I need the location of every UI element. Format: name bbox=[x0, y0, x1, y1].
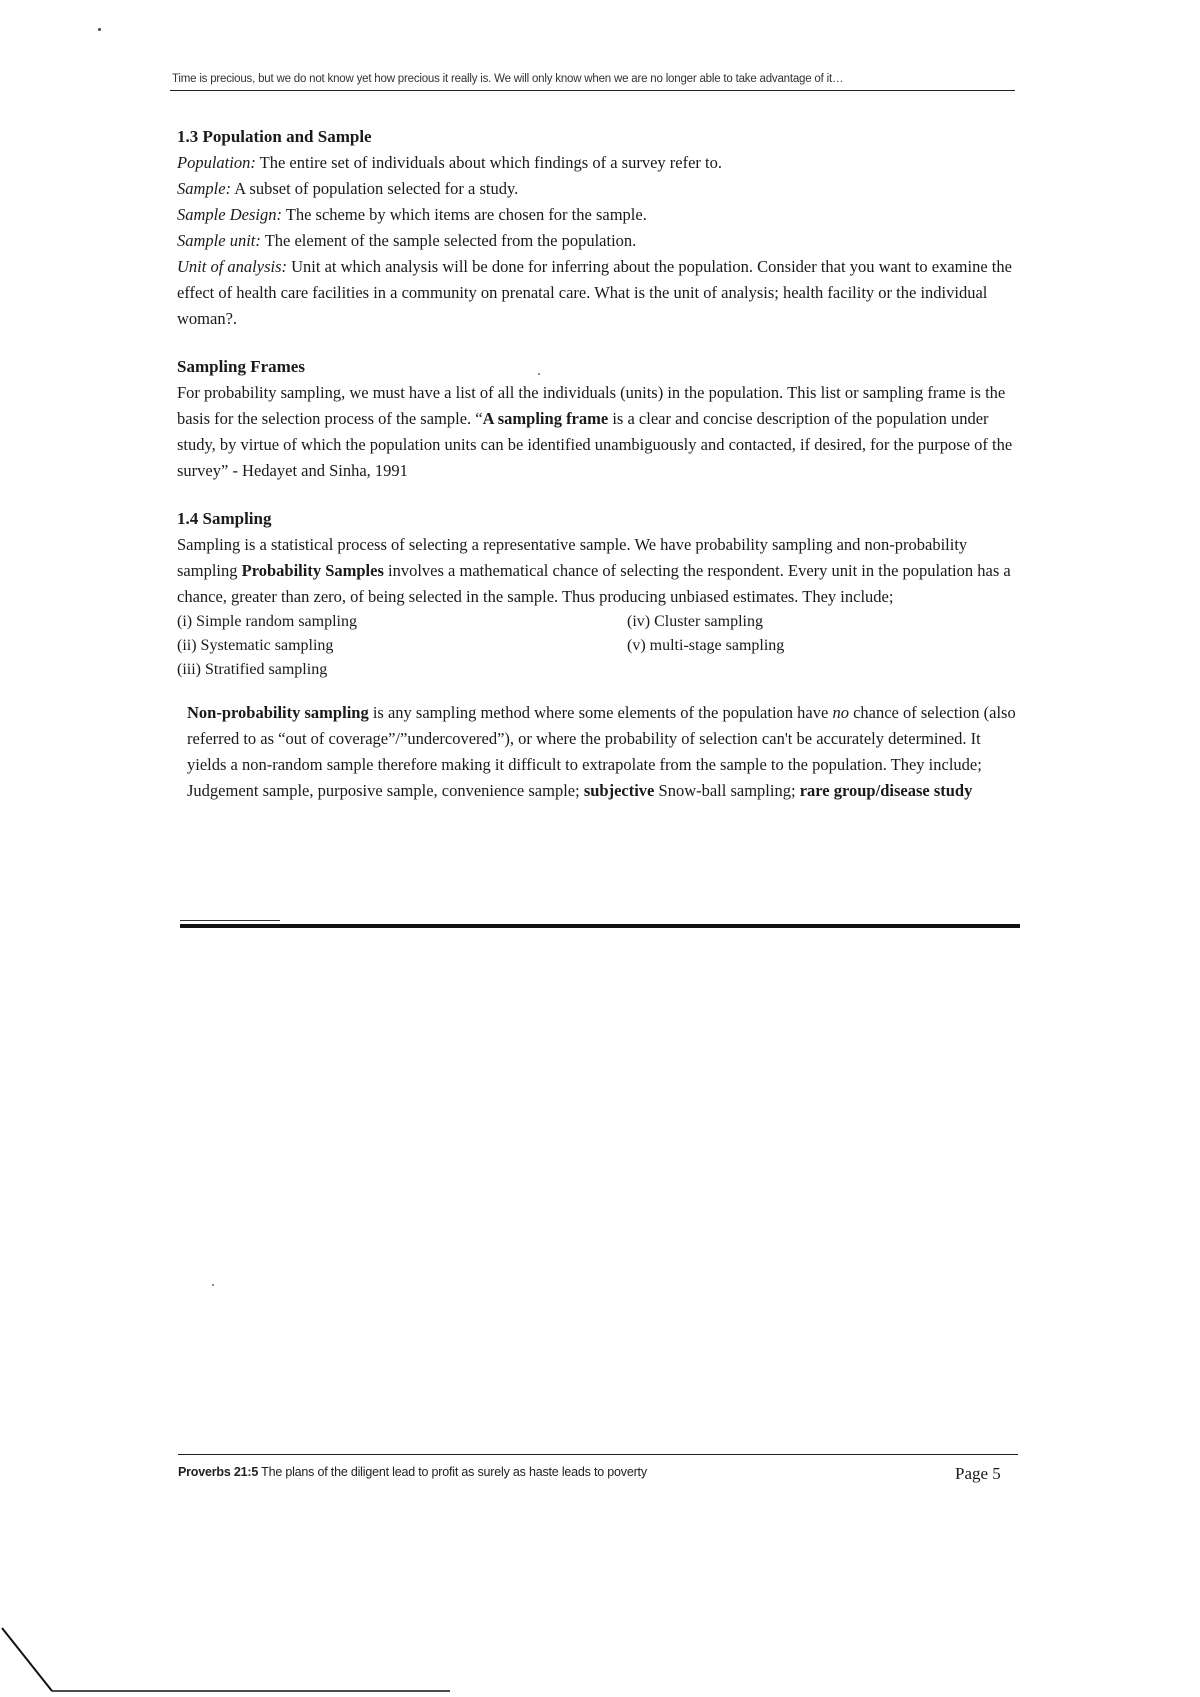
scan-edge-line bbox=[0, 1620, 460, 1697]
scan-speck bbox=[538, 373, 540, 375]
definition-population: Population: The entire set of individuals about which findings of a survey refer to. bbox=[177, 153, 722, 172]
section-heading-1-3: 1.3 Population and Sample bbox=[177, 127, 372, 146]
section-end-rule-thin bbox=[180, 920, 280, 921]
definition-sample-unit: Sample unit: The element of the sample selected from the population. bbox=[177, 231, 637, 250]
scan-speck bbox=[98, 28, 101, 31]
running-footer: Proverbs 21:5 The plans of the diligent lead to profit as surely as haste leads to poverty bbox=[178, 1465, 647, 1479]
non-probability-paragraph: Non-probability sampling is any sampling method where some elements of the population have no chance of selection (also referred to as “out of coverage”/”undercovered”), or where the probability of selection can't be accurately determined. It yields a non-random sample therefore making it difficult to extrapolate from the sample to the population. They include; Judgement sample, purposive sample, convenience sample; subjective Snow-ball sampling; rare group/disease study bbox=[187, 703, 1016, 800]
list-item: (v) multi-stage sampling bbox=[627, 637, 785, 654]
running-header: Time is precious, but we do not know yet how precious it really is. We will only know when we are no longer able to take advantage of it… bbox=[172, 73, 844, 85]
section-end-rule bbox=[180, 924, 1020, 928]
list-item: (i) Simple random sampling bbox=[177, 613, 357, 630]
section-heading-sampling-frames: Sampling Frames bbox=[177, 357, 305, 376]
section-heading-1-4: 1.4 Sampling bbox=[177, 509, 272, 528]
header-rule bbox=[170, 90, 1015, 91]
list-item: (iv) Cluster sampling bbox=[627, 613, 763, 630]
probability-methods-list bbox=[177, 610, 1017, 682]
list-item: (ii) Systematic sampling bbox=[177, 637, 334, 654]
sampling-frames-paragraph: For probability sampling, we must have a list of all the individuals (units) in the population. This list or sampling frame is the basis for the selection process of the sample. “A sampling frame is a clear and concise description of the population under study, by virtue of which the population units can be identified unambiguously and contacted, if desired, for the purpose of the survey” - Hedayet and Sinha, 1991 bbox=[177, 383, 1013, 480]
sampling-paragraph: Sampling is a statistical process of selecting a representative sample. We have probability sampling and non-probability sampling Probability Samples involves a mathematical chance of selecting the respondent. Every unit in the population has a chance, greater than zero, of being selected in the sample. Thus producing unbiased estimates. They include; bbox=[177, 535, 1011, 606]
definition-sample-design: Sample Design: The scheme by which items are chosen for the sample. bbox=[177, 205, 647, 224]
footer-rule bbox=[178, 1454, 1018, 1455]
list-item: (iii) Stratified sampling bbox=[177, 661, 328, 678]
definition-sample: Sample: A subset of population selected for a study. bbox=[177, 179, 519, 198]
page-number: Page 5 bbox=[955, 1464, 1001, 1483]
list-item bbox=[627, 658, 987, 682]
definition-unit-of-analysis: Unit of analysis: Unit at which analysis will be done for inferring about the population. Consider that you want to examine the effect of health care facilities in a community on prenatal care. What is the unit of analysis; health facility or the individual woman?. bbox=[177, 257, 1012, 328]
scan-speck bbox=[212, 1284, 214, 1286]
main-content bbox=[177, 124, 1017, 804]
